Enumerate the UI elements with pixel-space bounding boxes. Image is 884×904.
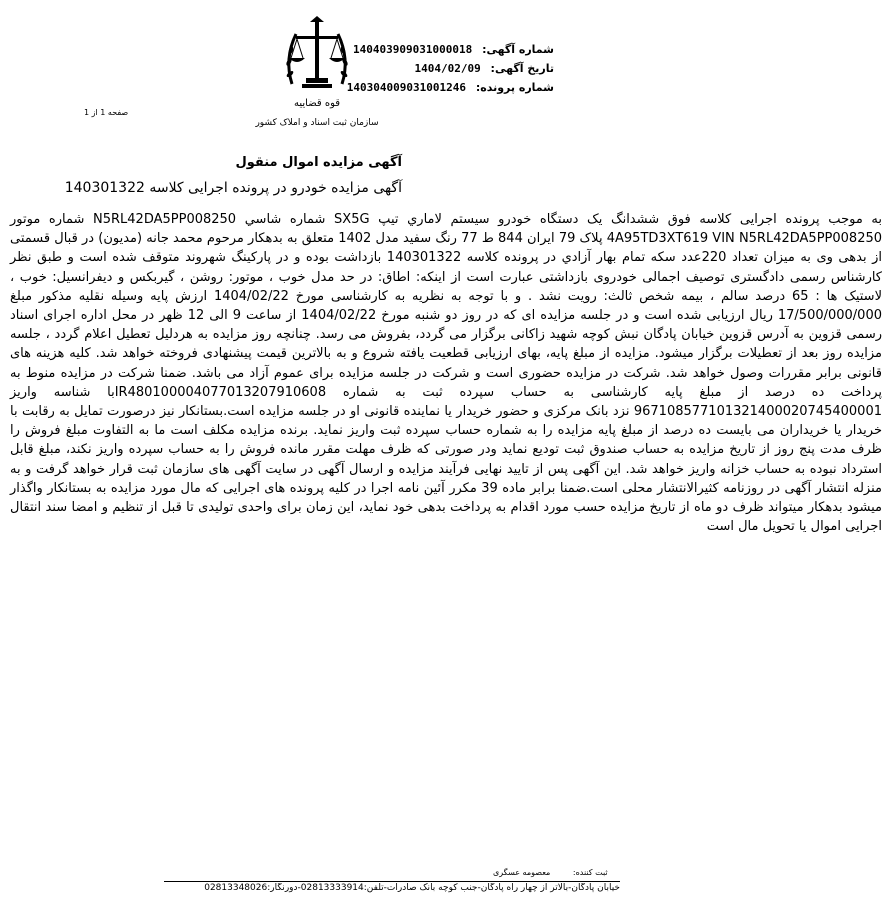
file-number-label: شماره پرونده: bbox=[475, 81, 554, 94]
notice-body-text: به موجب پرونده اجرایی کلاسه فوق ششدانگ یک دستگاه خودرو سیستم لاماري تیپ SX5G شماره شاسي N5RL42DA5PP008250 شماره موتور 4A95TD3XT619 VIN N5RL42DA5PP008250 پلاک 79 ایران 844 ط 77 رنگ سفید مدل 1402 متعلق به بدهکار مرحوم محمد جانه (مدیون) در قبال قسمتی از بدهی وی به میزان تعداد 220عدد سکه تمام بهار آزادي در پرونده کلاسه 140301322 بازداشت بوده و در پارکینگ شهروند متوقف شده است و طبق نظر کارشناس رسمی دادگستری توصیف اجمالی خودروی بازداشتی عبارت است از اینکه: اطاق: در حد مدل خوب ، موتور: روشن ، گیربکس و دیفرانسیل: خوب ، لاستیک ها : 65 درصد سالم ، بیمه شخص ثالث: رویت نشد . و با توجه به نظریه به کارشناسی مورخ 1404/02/22 ارزش پایه وسیله نقلیه مذکور مبلغ 17/500/000/000 ریال ارزیابی شده است و در جلسه مزایده ای که در روز دو شنبه مورخ 1404/02/22 از ساعت 9 الی 12 ظهر در محل اداره اجرای اسناد رسمی قزوین به آدرس قزوین خیابان پادگان نبش کوچه شهید زاکانی برگزار می گردد، بفروش می رسد. چنانچه روز مزایده به هردلیل تعطیل اعلام گردد ، جلسه مزایده روز بعد از تعطیلات برگزار میشود. مزایده از مبلغ پایه، بهای ارزیابی قطعیت یافته شروع و به بالاترین قیمت پیشنهادی فروخته خواهد شد. کلیه هزینه های قانونی برابر مقررات وصول خواهد شد. شرکت در مزایده حضوری است و شرکت در جلسه مزایده برای عموم آزاد می باشد. ضمنا شرکت در مزایده منوط به پرداخت ده درصد از مبلغ پایه کارشناسی به حساب سپرده ثبت به شماره IR480100004077013207910608با شناسه واریز 967108577101321400020745400001 نزد بانک مرکزی و حضور خریدار یا نماینده قانونی او در جلسه مزایده است.بستانکار نیز درصورت تمایل به رقابت با خریدار یا خریداران می بایست ده درصد از مبلغ پایه مزایده را به شماره حساب سپرده ثبت واریز نماید. برنده مزایده مکلف است ما به التفاوت مبلغ فروش را ظرف مدت پنج روز از تاریخ مزایده به حساب صندوق ثبت تودیع نماید ودر صورتی که ظرف مهلت مقرر مانده فروش را به حساب سپرده واریز نکند، مبلغ قابل استرداد نبوده به حساب خزانه واریز خواهد شد. این آگهی پس از تایید نهایی فرآیند مزایده و ارسال آگهی در سایت آگهی های سازمان ثبت قرار خواهد گرفت و به منزله انتشار آگهی در روزنامه کثیرالانتشار محلی است.ضمنا برابر ماده 39 مکرر آئین نامه اجرا در کلیه پرونده های اجرایی که مال مورد مزایده به بستانکار واگذار میشود بدهکار میتواند ظرف دو ماه از تاریخ مزایده حسب مورد اقدام به پرداخت بدهی خود نماید، این زمان برای واحدی تولیدی تا قبل از تنظیم و امضا سند انتقال اجرایی اموال یا تحویل مال است bbox=[10, 212, 883, 535]
file-number: 140304009031001246 bbox=[346, 81, 466, 94]
registration-org-name: سازمان ثبت اسناد و املاک کشور bbox=[255, 118, 379, 128]
footer-divider bbox=[164, 881, 620, 882]
signer-label: ثبت کننده: bbox=[572, 868, 608, 877]
office-address: خیابان پادگان-بالاتر از چهار راه پادگان-جنب کوچه بانک صادرات-تلفن:02813333914-دورنگار:02813348026 bbox=[204, 883, 620, 893]
ad-number-row bbox=[347, 40, 554, 59]
scales-of-justice-icon bbox=[282, 14, 352, 96]
notice-title: آگهی مزایده اموال منقول bbox=[235, 155, 402, 170]
notice-subtitle: آگهی مزایده خودرو در پرونده اجرایی کلاسه 140301322 bbox=[64, 180, 402, 196]
file-number-row bbox=[347, 78, 554, 97]
signer-line bbox=[493, 868, 608, 877]
ad-number: 140403909031000018 bbox=[353, 43, 473, 56]
ad-date-label: تاریخ آگهی: bbox=[490, 62, 554, 75]
ad-date-row bbox=[347, 59, 554, 78]
notice-header-info bbox=[347, 40, 554, 97]
ad-number-label: شماره آگهی: bbox=[482, 43, 554, 56]
ad-date: 1404/02/09 bbox=[414, 62, 481, 75]
signer-name: معصومه عسگری bbox=[493, 868, 551, 877]
judiciary-name: قوه قضاییه bbox=[293, 98, 341, 109]
notice-body bbox=[10, 210, 882, 536]
judiciary-emblem bbox=[255, 14, 379, 134]
page-indicator: صفحه 1 از 1 bbox=[84, 108, 129, 117]
